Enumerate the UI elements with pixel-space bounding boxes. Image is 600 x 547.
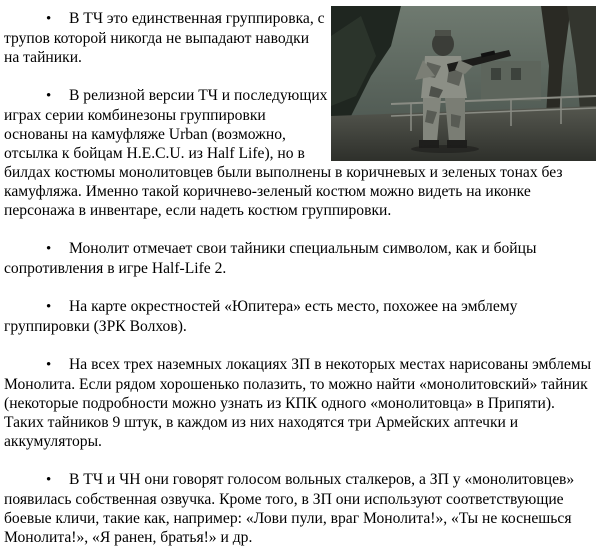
list-item bbox=[4, 239, 596, 278]
bullet-icon: • bbox=[46, 357, 52, 373]
bullet-icon: • bbox=[46, 241, 52, 257]
article-text bbox=[4, 9, 596, 547]
list-item bbox=[4, 355, 596, 451]
bullet-icon: • bbox=[46, 11, 52, 27]
list-item bbox=[4, 297, 596, 336]
list-item-text: В ТЧ это единственная группировка, с трупов которой никогда не выпадают наводки на тайники. bbox=[4, 10, 325, 66]
bullet-icon: • bbox=[46, 472, 52, 488]
image-spacer bbox=[328, 9, 596, 163]
list-item-text: На всех трех наземных локациях ЗП в некоторых местах нарисованы эмблемы Монолита. Если рядом хорошенько полазить, то можно найти «монолитовский» тайник (некоторые подробности можно узнать из КПК одного «монолитовца» в Припяти). Таких тайников 9 штук, в каждом из них находятся три Армейских аптечки и аккумуляторы. bbox=[4, 356, 592, 450]
list-item-text: На карте окрестностей «Юпитера» есть место, похожее на эмблему группировки (ЗРК Волхов). bbox=[4, 298, 518, 335]
bullet-icon: • bbox=[46, 299, 52, 315]
list-item-text: Монолит отмечает свои тайники специальным символом, как и бойцы сопротивления в игре Half-Life 2. bbox=[4, 240, 537, 277]
list-item-text: В ТЧ и ЧН они говорят голосом вольных сталкеров, а ЗП у «монолитовцев» появилась собственная озвучка. Кроме того, в ЗП они используют соответствующие боевые кличи, такие как, например: «Лови пули, враг Монолита!», «Ты не коснешься Монолита!», «Я ранен, братья!» и др. bbox=[4, 471, 575, 546]
bullet-icon: • bbox=[46, 88, 52, 104]
list-item bbox=[4, 470, 596, 547]
list-item-text: В релизной версии ТЧ и последующих играх серии комбинезоны группировки основаны на камуфляже Urban (возможно, отсылка к бойцам H.E.C.U. из Half Life), но в билдах костюмы монолитовцев были выполнены в коричневых и зеленых тонах без камуфляжа. Именно такой коричнево-зеленый костюм можно видеть на иконке персонажа в инвентаре, если надеть костюм группировки. bbox=[4, 87, 563, 219]
